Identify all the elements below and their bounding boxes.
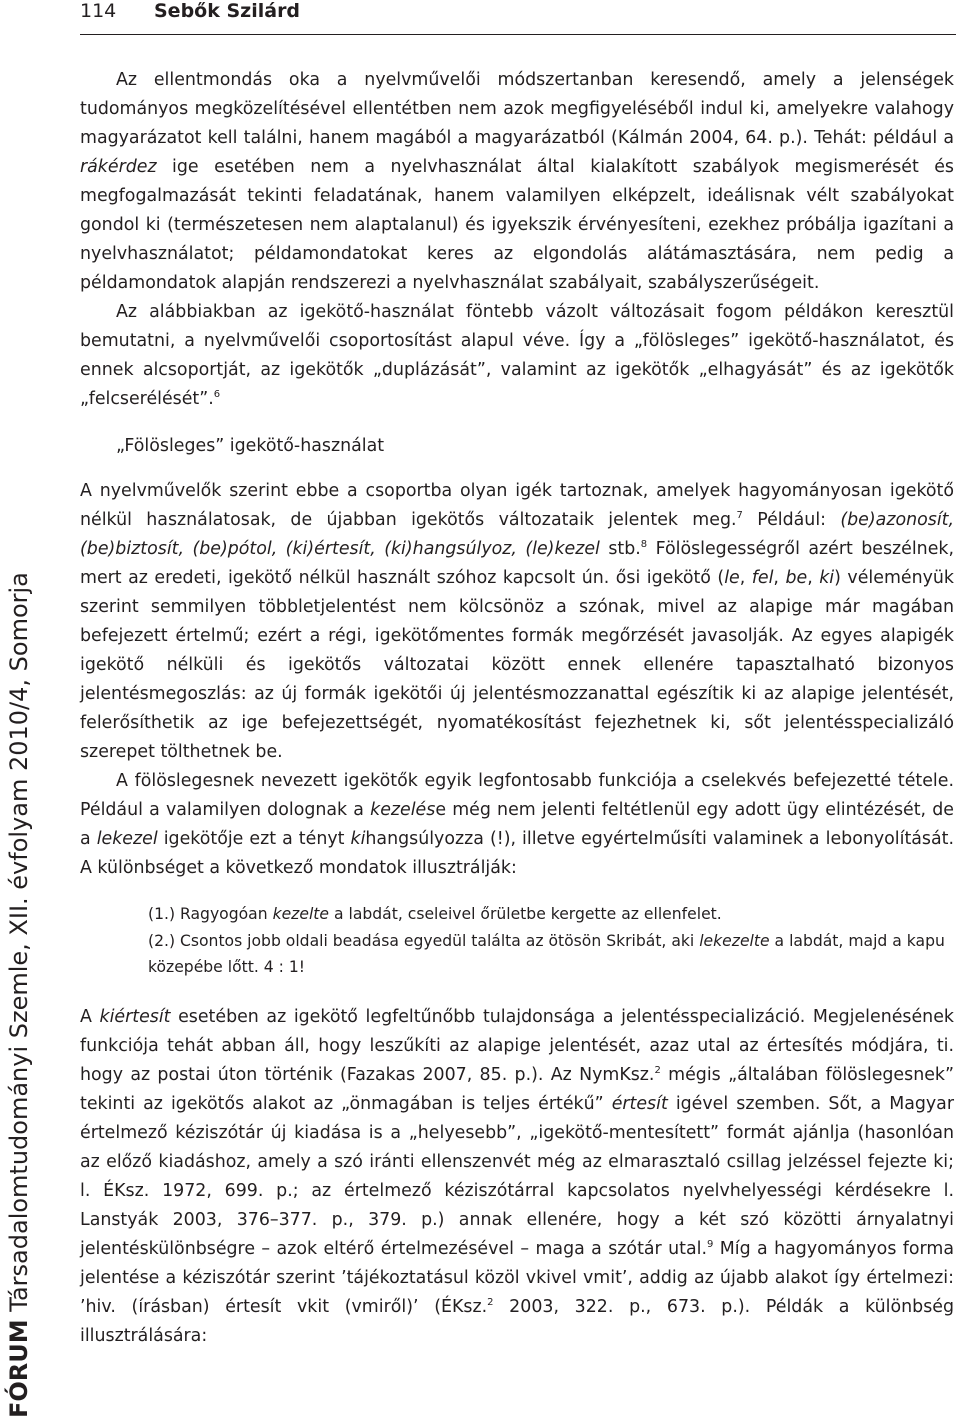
text-run: igekötője ezt a tényt xyxy=(157,829,351,849)
text-run: esetében az igekötő legfeltűnőbb tulajdonsága a jelentésspecializáció. Megjelenésének funkciója tehát abban áll, hogy leszűkíti az alapige jelentését, azaz utal az értesítés módjára, ti. hogy az postai úton történik (Fazakas 2007, 85. p.). Az NymKsz. xyxy=(80,1006,954,1085)
italic-term: le xyxy=(724,568,740,588)
italic-term: fel xyxy=(751,568,774,588)
footnote-ref: 2 xyxy=(654,1064,661,1076)
paragraph-3 xyxy=(80,477,954,767)
text-run: mégis „általában fölöslegesnek” tekinti az igekötős alakot az „önmagában is teljes értékű” xyxy=(80,1064,954,1114)
footnote-ref: 6 xyxy=(213,389,221,401)
italic-term: értesít xyxy=(611,1093,668,1114)
text-run: e még nem jelenti feltétlenül egy adott ügy elintézését, de a xyxy=(80,800,954,849)
text-run: A xyxy=(80,1006,100,1027)
italic-term: lekezel xyxy=(96,829,158,849)
italic-term: lekezelte xyxy=(699,931,770,950)
italic-term: be xyxy=(785,568,808,588)
text-run: , xyxy=(773,568,786,588)
journal-brand: FÓRUM xyxy=(5,1319,33,1418)
text-run: , xyxy=(739,568,752,588)
page-number: 114 xyxy=(80,0,117,22)
journal-info: Társadalomtudományi Szemle, XII. évfolyam 2010/4, Somorja xyxy=(5,572,33,1320)
journal-side-caption xyxy=(4,572,34,1418)
text-run: (1.) Ragyogóan xyxy=(148,905,273,923)
text-run: (2.) Csontos jobb oldali beadása egyedül találta az ötösön Skribát, aki xyxy=(148,931,700,950)
article-body xyxy=(80,66,954,1351)
paragraph-2 xyxy=(80,298,954,414)
text-run: Az ellentmondás oka a nyelvművelői módszertanban keresendő, amely a jelenségek tudományos megközelítésével ellentétben nem azok megfigyeléséből indul ki, amelyekre valahogy magyarázatot kell találni, hanem magából a magyarázatból (Kálmán 2004, 64. p.). Tehát: például a xyxy=(80,70,954,148)
text-run: ige esetében nem a nyelvhasználat által kialakított szabályok megismerését és megfogalmazását tekinti feladatának, hanem valamilyen elképzelt, ideálisnak vélt szabályokat gondol ki (természetesen nem alaptalanul) és igyekszik érvényesíteni, ezekhez próbálja igazítani a nyelvhasználatot; példamondatokat keres az elgondolás alátámasztására, nem pedig a példamondatok alapján rendszerezi a nyelvhasználat szabályait, szabályszerűségeit. xyxy=(80,157,954,293)
footnote-ref: 8 xyxy=(640,539,648,551)
footnote-ref: 9 xyxy=(706,1238,714,1250)
example-2 xyxy=(148,928,954,981)
text-run: a labdát, cseleivel őrületbe kergette az ellenfelet. xyxy=(329,905,722,923)
text-run: A nyelvművelők szerint ebbe a csoportba olyan igék tartoznak, amelyek hagyományosan igekötő nélkül használatosak, de újabban igekötős változataik jelentek meg. xyxy=(80,481,954,530)
section-heading: „Fölösleges” igekötő-használat xyxy=(116,436,385,456)
running-header xyxy=(80,0,956,35)
paragraph-4 xyxy=(80,767,954,883)
running-author: Sebők Szilárd xyxy=(154,0,301,22)
footnote-ref: 7 xyxy=(736,510,743,522)
example-list xyxy=(148,901,954,981)
italic-term: rákérdez xyxy=(80,157,157,177)
text-run: Például: xyxy=(742,510,841,530)
italic-term: kezelés xyxy=(370,800,436,820)
italic-term: ki xyxy=(819,568,835,588)
italic-term: ki xyxy=(350,829,366,849)
italic-term: (be)azonosít, (be)biztosít, (be)pótol, (ki)értesít, (ki)hangsúlyoz, (le)kezel xyxy=(80,510,954,559)
text-run: stb. xyxy=(599,539,641,559)
italic-term: kiértesít xyxy=(99,1006,171,1027)
text-run: A fölöslegesnek nevezett igekötők egyik legfontosabb funkciója a cselekvés befejezetté tétele. Például a valamilyen dolognak a xyxy=(80,771,954,820)
paragraph-5 xyxy=(80,1003,954,1351)
example-1 xyxy=(148,901,954,928)
text-run: Fölöslegességről azért beszélnek, mert az eredeti, igekötő nélkül használt szóhoz kapcsolt ún. ősi igekötő ( xyxy=(80,539,955,588)
text-run: ) véleményük szerint semmilyen többletjelentést nem kölcsönöz a szónak, mivel az alapige már magában befejezett értelmű; ezért a régi, igekötőmentes formák megőrzését javasolják. Az egyes alapigék igekötő nélküli és igekötős változatai között ennek ellenére tapasztalható bizonyos jelentésmegoszlás: az új formák igekötői új jelentésmozzanattal egészítik ki az alapige jelentését, felerősíthetik az ige befejezettségét, nyomatékosítást fejezhetnek ki, sőt jelentésspecializáló szerepet tölthetnek be. xyxy=(80,568,954,762)
text-run: 2003, 322. p., 673. p.). Példák a különbség illusztrálására: xyxy=(80,1296,954,1346)
text-run: Míg a hagyományos forma jelentése a kéziszótár szerint ’tájékoztatásul közöl vkivel vmit’, addig az újabb alakot így értelmezi: ’hiv. (írásban) értesít vkit (vmiről)’ (ÉKsz. xyxy=(80,1238,954,1317)
text-run: a labdát, majd a kapu közepébe lőtt. 4 : 1! xyxy=(148,931,945,976)
footnote-ref: 2 xyxy=(487,1296,494,1308)
text-run: Az alábbiakban az igekötő-használat föntebb vázolt változásait fogom példákon keresztül bemutatni, a nyelvművelői csoportosítást alapul véve. Így a „fölösleges” igekötő-használatot, és ennek alcsoportját, az igekötők „duplázását”, valamint az igekötők „elhagyását” és az igekötők „felcserélését”. xyxy=(80,302,954,409)
text-run: , xyxy=(807,568,820,588)
text-run: igével szemben. Sőt, a Magyar értelmező kéziszótár új kiadása is a „helyesebb”, „igekötő-mentesített” formát ajánlja (hasonlóan az előző kiadáshoz, amely a szó iránti ellenszenvét még az elmarasztaló csillag jelzéssel fejezte ki; l. ÉKsz. 1972, 699. p.; az értelmező kéziszótárral kapcsolatos nyelvhelyességi kérdésekre l. Lanstyák 2003, 376–377. p., 379. p.) annak ellenére, hogy a két szó közötti árnyalatnyi jelentéskülönbségre – azok eltérő értelmezésével – maga a szótár utal. xyxy=(80,1093,954,1259)
paragraph-1 xyxy=(80,66,954,298)
italic-term: kezelte xyxy=(272,905,330,923)
text-run: hangsúlyozza (!), illetve egyértelműsíti valaminek a lebonyolítását. A különbséget a következő mondatok illusztrálják: xyxy=(80,829,954,878)
